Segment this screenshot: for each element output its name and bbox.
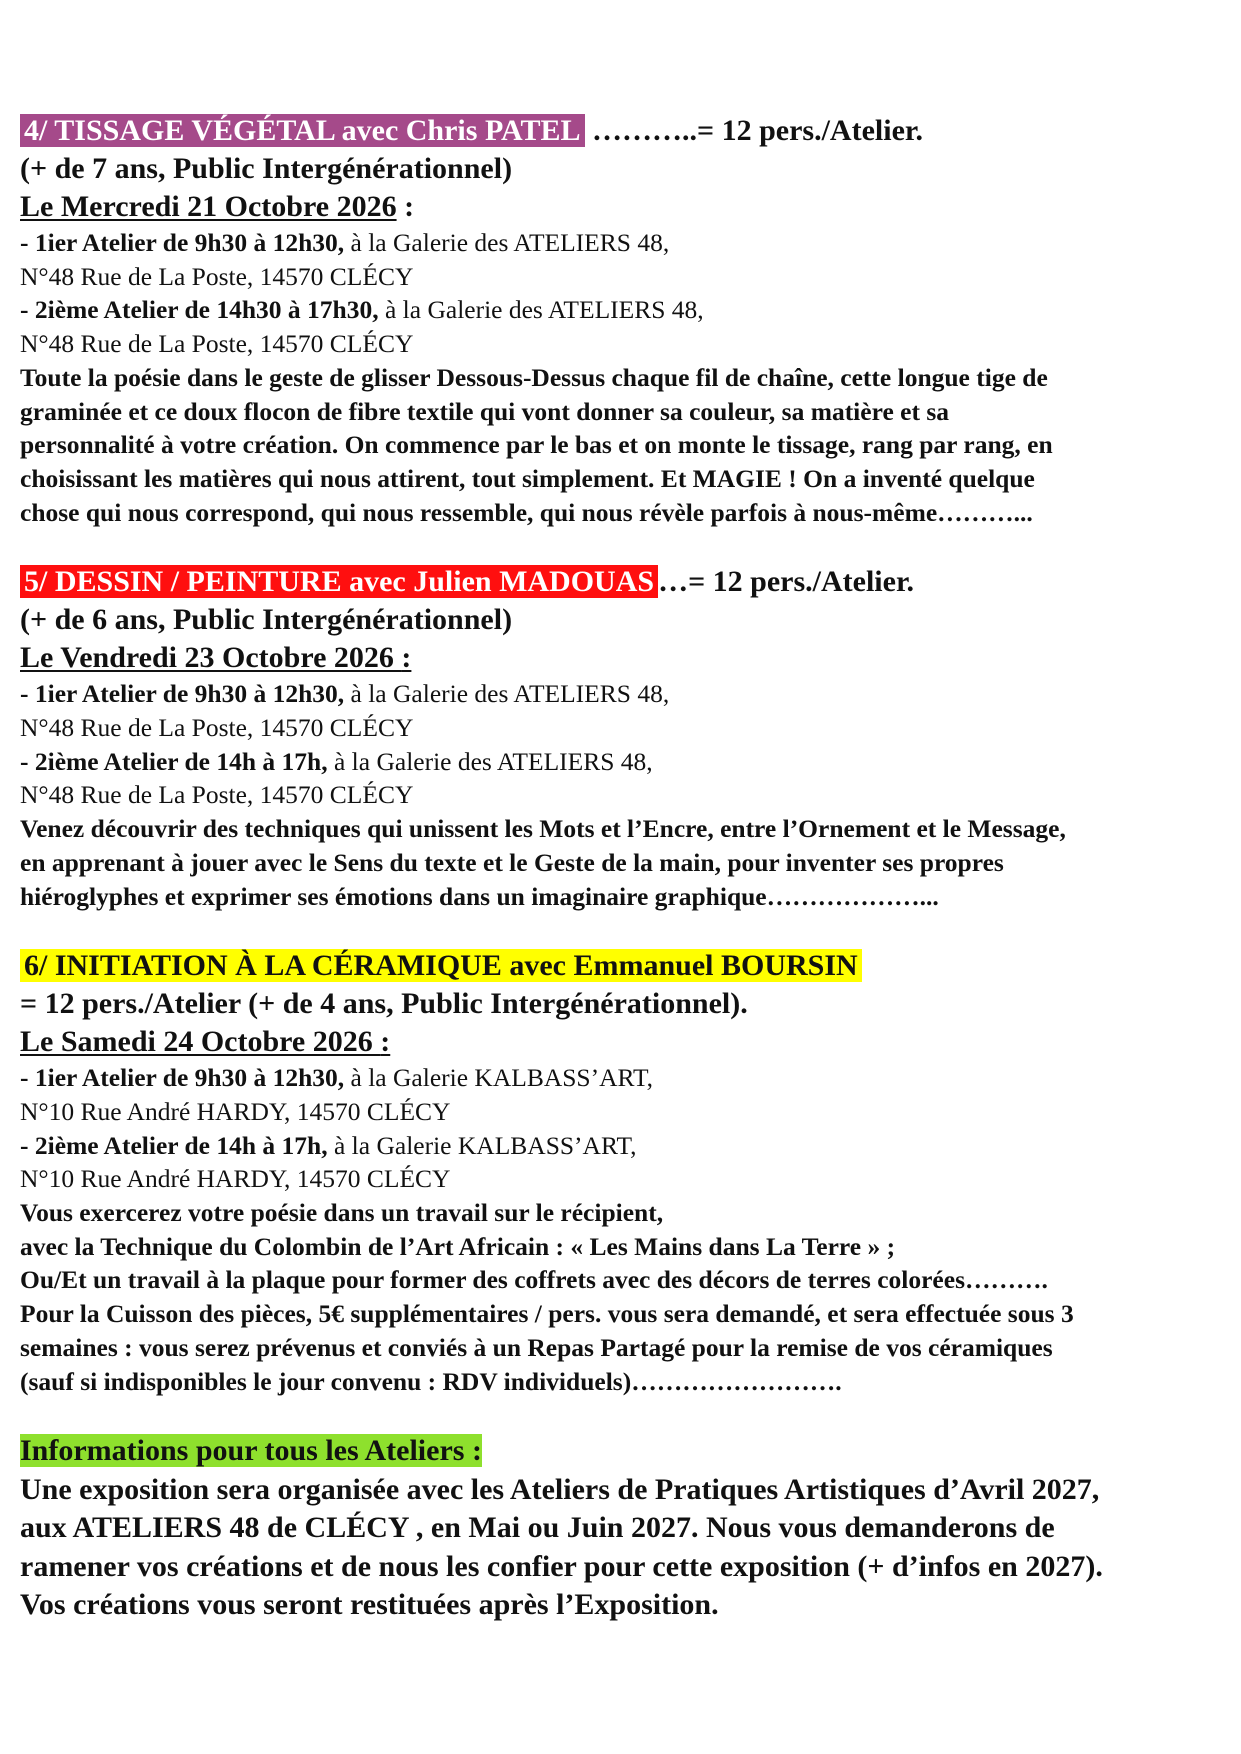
workshop-4-title-line — [20, 112, 1225, 150]
workshop-6-date-line — [20, 1023, 1225, 1061]
spacer — [20, 1398, 1225, 1432]
document-page — [20, 112, 1225, 1625]
workshop-6-heading: 6/ INITIATION À LA CÉRAMIQUE avec Emmanuel BOURSIN — [20, 949, 862, 982]
info-heading: Informations pour tous les Ateliers : — [20, 1434, 482, 1468]
workshop-6-session-1 — [20, 1061, 1225, 1095]
info-section — [20, 1432, 1225, 1625]
spacer — [20, 913, 1225, 947]
workshop-5-description-line: hiéroglyphes et exprimer ses émotions dans un imaginaire graphique………………... — [20, 881, 939, 911]
workshop-5-session-1-address: N°48 Rue de La Poste, 14570 CLÉCY — [20, 713, 414, 743]
workshop-4-description-line: Toute la poésie dans le geste de glisser Dessous-Dessus chaque fil de chaîne, cette longue tige de — [20, 362, 1048, 392]
workshop-6-session-2-address: N°10 Rue André HARDY, 14570 CLÉCY — [20, 1164, 451, 1194]
workshop-6-session-2 — [20, 1129, 1225, 1163]
workshop-4-date-line — [20, 188, 1225, 226]
workshop-6-session-1-address: N°10 Rue André HARDY, 14570 CLÉCY — [20, 1096, 451, 1126]
workshop-5-session-1-venue: à la Galerie des ATELIERS 48, — [344, 679, 670, 709]
workshop-6-session-2-venue: à la Galerie KALBASS’ART, — [327, 1130, 637, 1160]
workshop-6-description-line: avec la Technique du Colombin de l’Art Africain : « Les Mains dans La Terre » ; — [20, 1231, 896, 1261]
workshop-6-session-2-time: - 2ième Atelier de 14h à 17h, — [20, 1130, 328, 1160]
workshop-5-capacity: …= 12 pers./Atelier. — [658, 565, 914, 599]
workshop-6-date-text: Le Samedi 24 Octobre 2026 — [20, 1025, 381, 1059]
info-line: Vos créations vous seront restituées après l’Exposition. — [20, 1588, 719, 1622]
workshop-5-heading: 5/ DESSIN / PEINTURE avec Julien MADOUAS — [20, 565, 658, 598]
workshop-4-heading: 4/ TISSAGE VÉGÉTAL avec Chris PATEL — [20, 114, 585, 147]
workshop-4 — [20, 112, 1225, 529]
workshop-4-session-1-venue: à la Galerie des ATELIERS 48, — [344, 228, 670, 257]
workshop-4-description-line: chose qui nous correspond, qui nous ressemble, qui nous révèle parfois à nous-même………... — [20, 497, 1033, 527]
workshop-6-date-suffix: : — [380, 1025, 391, 1059]
workshop-5-title-line — [20, 563, 1225, 601]
workshop-5-session-1-time: - 1ier Atelier de 9h30 à 12h30, — [20, 679, 345, 709]
workshop-4-description-line: personnalité à votre création. On commence par le bas et on monte le tissage, rang par rang, en — [20, 430, 1053, 460]
workshop-6 — [20, 947, 1225, 1398]
info-heading-line — [20, 1432, 1225, 1471]
workshop-6-session-1-venue: à la Galerie KALBASS’ART, — [344, 1063, 654, 1093]
workshop-4-description-line: graminée et ce doux flocon de fibre textile qui vont donner sa couleur, sa matière et sa — [20, 396, 949, 426]
workshop-5-session-2 — [20, 745, 1225, 779]
workshop-6-description-line: Pour la Cuisson des pièces, 5€ supplémentaires / pers. vous sera demandé, et sera effectuée sous 3 — [20, 1299, 1074, 1329]
workshop-4-capacity: ………..= 12 pers./Atelier. — [584, 114, 923, 147]
workshop-4-description-line: choisissant les matières qui nous attirent, tout simplement. Et MAGIE ! On a inventé quelque — [20, 463, 1035, 493]
workshop-4-session-2 — [20, 293, 1225, 327]
workshop-5-audience: (+ de 6 ans, Public Intergénérationnel) — [20, 603, 513, 637]
workshop-5-session-1 — [20, 677, 1225, 711]
workshop-4-date: Le Mercredi 21 Octobre 2026 — [20, 190, 397, 223]
workshop-6-description-line: (sauf si indisponibles le jour convenu : RDV individuels)……………………. — [20, 1366, 842, 1396]
workshop-4-session-1 — [20, 226, 1225, 260]
workshop-5-date-suffix: : — [401, 641, 412, 675]
workshop-6-session-1-time: - 1ier Atelier de 9h30 à 12h30, — [20, 1063, 345, 1093]
workshop-4-audience: (+ de 7 ans, Public Intergénérationnel) — [20, 152, 513, 185]
info-line: Une exposition sera organisée avec les Ateliers de Pratiques Artistiques d’Avril 2027, — [20, 1472, 1100, 1506]
workshop-6-description-line: Ou/Et un travail à la plaque pour former des coffrets avec des décors de terres colorées………. — [20, 1265, 1048, 1295]
workshop-4-session-1-time: - 1ier Atelier de 9h30 à 12h30, — [20, 228, 345, 257]
workshop-5-session-2-time: - 2ième Atelier de 14h à 17h, — [20, 746, 328, 776]
workshop-6-description-line: Vous exercerez votre poésie dans un travail sur le récipient, — [20, 1198, 664, 1228]
workshop-4-session-2-venue: à la Galerie des ATELIERS 48, — [378, 295, 704, 325]
workshop-6-title-line — [20, 947, 1225, 985]
workshop-4-session-1-address: N°48 Rue de La Poste, 14570 CLÉCY — [20, 261, 414, 291]
workshop-6-capacity: = 12 pers./Atelier (+ de 4 ans, Public Intergénérationnel). — [20, 987, 748, 1021]
workshop-5 — [20, 563, 1225, 913]
info-line: ramener vos créations et de nous les confier pour cette exposition (+ d’infos en 2027). — [20, 1549, 1103, 1583]
workshop-5-date — [20, 641, 411, 674]
workshop-4-date-suffix: : — [396, 190, 415, 223]
workshop-6-description-line: semaines : vous serez prévenus et conviés à un Repas Partagé pour la remise de vos céramiques — [20, 1332, 1053, 1362]
workshop-5-description-line: Venez découvrir des techniques qui unissent les Mots et l’Encre, entre l’Ornement et le Message, — [20, 814, 1066, 844]
info-line: aux ATELIERS 48 de CLÉCY , en Mai ou Juin 2027. Nous vous demanderons de — [20, 1511, 1055, 1545]
workshop-5-description-line: en apprenant à jouer avec le Sens du texte et le Geste de la main, pour inventer ses propres — [20, 847, 1004, 877]
workshop-6-date — [20, 1025, 390, 1058]
workshop-5-session-2-venue: à la Galerie des ATELIERS 48, — [327, 746, 653, 776]
spacer — [20, 529, 1225, 563]
workshop-5-date-text: Le Vendredi 23 Octobre 2026 — [20, 641, 402, 675]
workshop-5-date-line — [20, 639, 1225, 677]
workshop-4-session-2-address: N°48 Rue de La Poste, 14570 CLÉCY — [20, 329, 414, 359]
workshop-5-session-2-address: N°48 Rue de La Poste, 14570 CLÉCY — [20, 780, 414, 810]
workshop-4-session-2-time: - 2ième Atelier de 14h30 à 17h30, — [20, 295, 379, 325]
